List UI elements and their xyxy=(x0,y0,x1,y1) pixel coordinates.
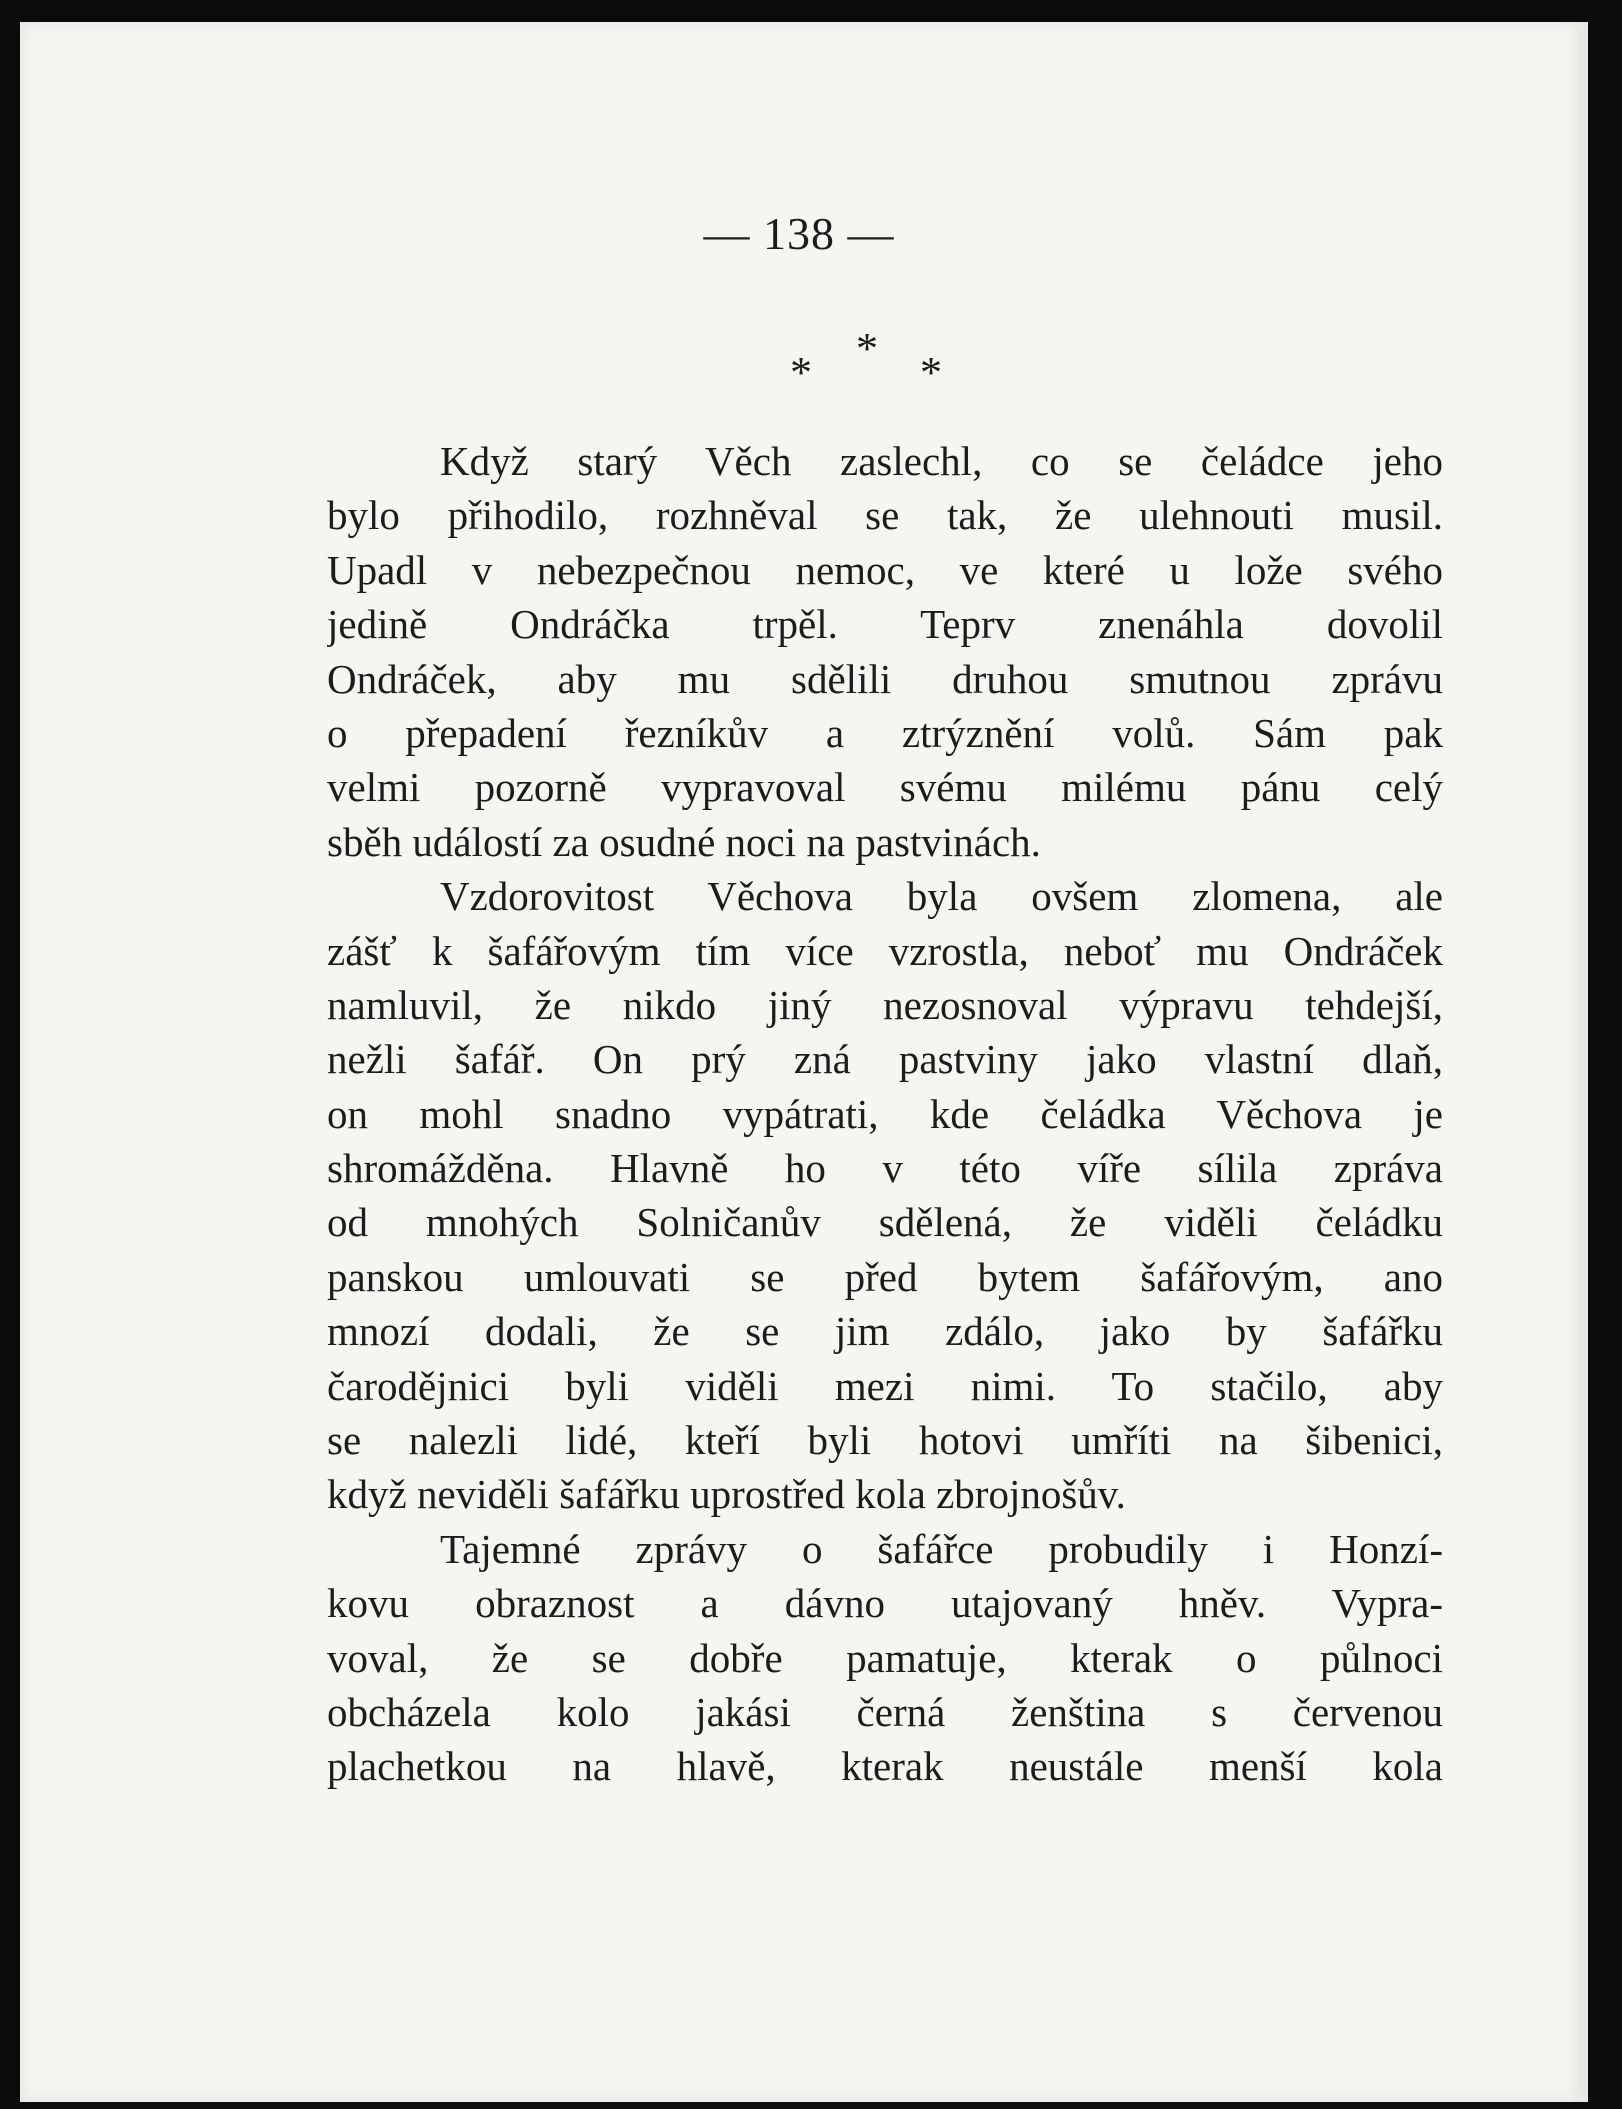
paragraph xyxy=(327,1522,1443,1794)
text-line: voval, že se dobře pamatuje, kterak o půlnoci xyxy=(327,1634,1443,1681)
asterisk-right: * xyxy=(920,348,942,397)
text-line: když neviděli šafářku uprostřed kola zbrojnošův. xyxy=(327,1471,1126,1518)
text-line: sběh událostí za osudné noci na pastvinách. xyxy=(327,818,1041,865)
asterisk-left: * xyxy=(790,348,812,397)
asterisk-top: * xyxy=(856,324,878,373)
text-line: se nalezli lidé, kteří byli hotovi umříti na šibenici, xyxy=(327,1417,1443,1464)
section-break-asterism xyxy=(20,324,1578,397)
page-edge xyxy=(1578,22,1588,2102)
text-line: Vzdorovitost Věchova byla ovšem zlomena, ale xyxy=(440,873,1443,920)
text-line: Ondráček, aby mu sdělili druhou smutnou zprávu xyxy=(327,655,1443,702)
text-line: o přepadení řezníkův a ztrýznění volů. Sám pak xyxy=(327,709,1443,756)
text-line: on mohl snadno vypátrati, kde čeládka Věchova je xyxy=(327,1090,1443,1137)
body-text xyxy=(327,434,1443,1794)
page-number: — 138 — xyxy=(703,208,895,259)
text-line: namluvil, že nikdo jiný nezosnoval výpravu tehdejší, xyxy=(327,981,1443,1028)
text-line: od mnohých Solničanův sdělená, že viděli čeládku xyxy=(327,1199,1443,1246)
text-line: velmi pozorně vypravoval svému milému pánu celý xyxy=(327,764,1443,811)
text-line: shromážděna. Hlavně ho v této víře sílila zpráva xyxy=(327,1145,1443,1192)
text-line: Tajemné zprávy o šafářce probudily i Honzí- xyxy=(440,1525,1443,1572)
text-line: Když starý Věch zaslechl, co se čeládce jeho xyxy=(440,438,1443,484)
text-line: mnozí dodali, že se jim zdálo, jako by šafářku xyxy=(327,1308,1443,1355)
book-page xyxy=(20,22,1578,2102)
text-line: Upadl v nebezpečnou nemoc, ve které u lože svého xyxy=(327,546,1443,593)
text-line: bylo přihodilo, rozhněval se tak, že ulehnouti musil. xyxy=(327,492,1443,539)
text-line: jedině Ondráčka trpěl. Teprv znenáhla dovolil xyxy=(327,601,1443,648)
paragraph xyxy=(327,434,1443,869)
text-line: kovu obraznost a dávno utajovaný hněv. Vypra- xyxy=(327,1580,1443,1627)
text-line: nežli šafář. On prý zná pastviny jako vlastní dlaň, xyxy=(327,1036,1443,1083)
text-line: zášť k šafářovým tím více vzrostla, neboť mu Ondráček xyxy=(327,927,1443,974)
text-line: panskou umlouvati se před bytem šafářovým, ano xyxy=(327,1253,1443,1300)
text-line: plachetkou na hlavě, kterak neustále menší kola xyxy=(327,1743,1443,1790)
text-line: obcházela kolo jakási černá ženština s červenou xyxy=(327,1688,1443,1735)
text-line: čarodějnici byli viděli mezi nimi. To stačilo, aby xyxy=(327,1362,1443,1409)
paragraph xyxy=(327,869,1443,1522)
